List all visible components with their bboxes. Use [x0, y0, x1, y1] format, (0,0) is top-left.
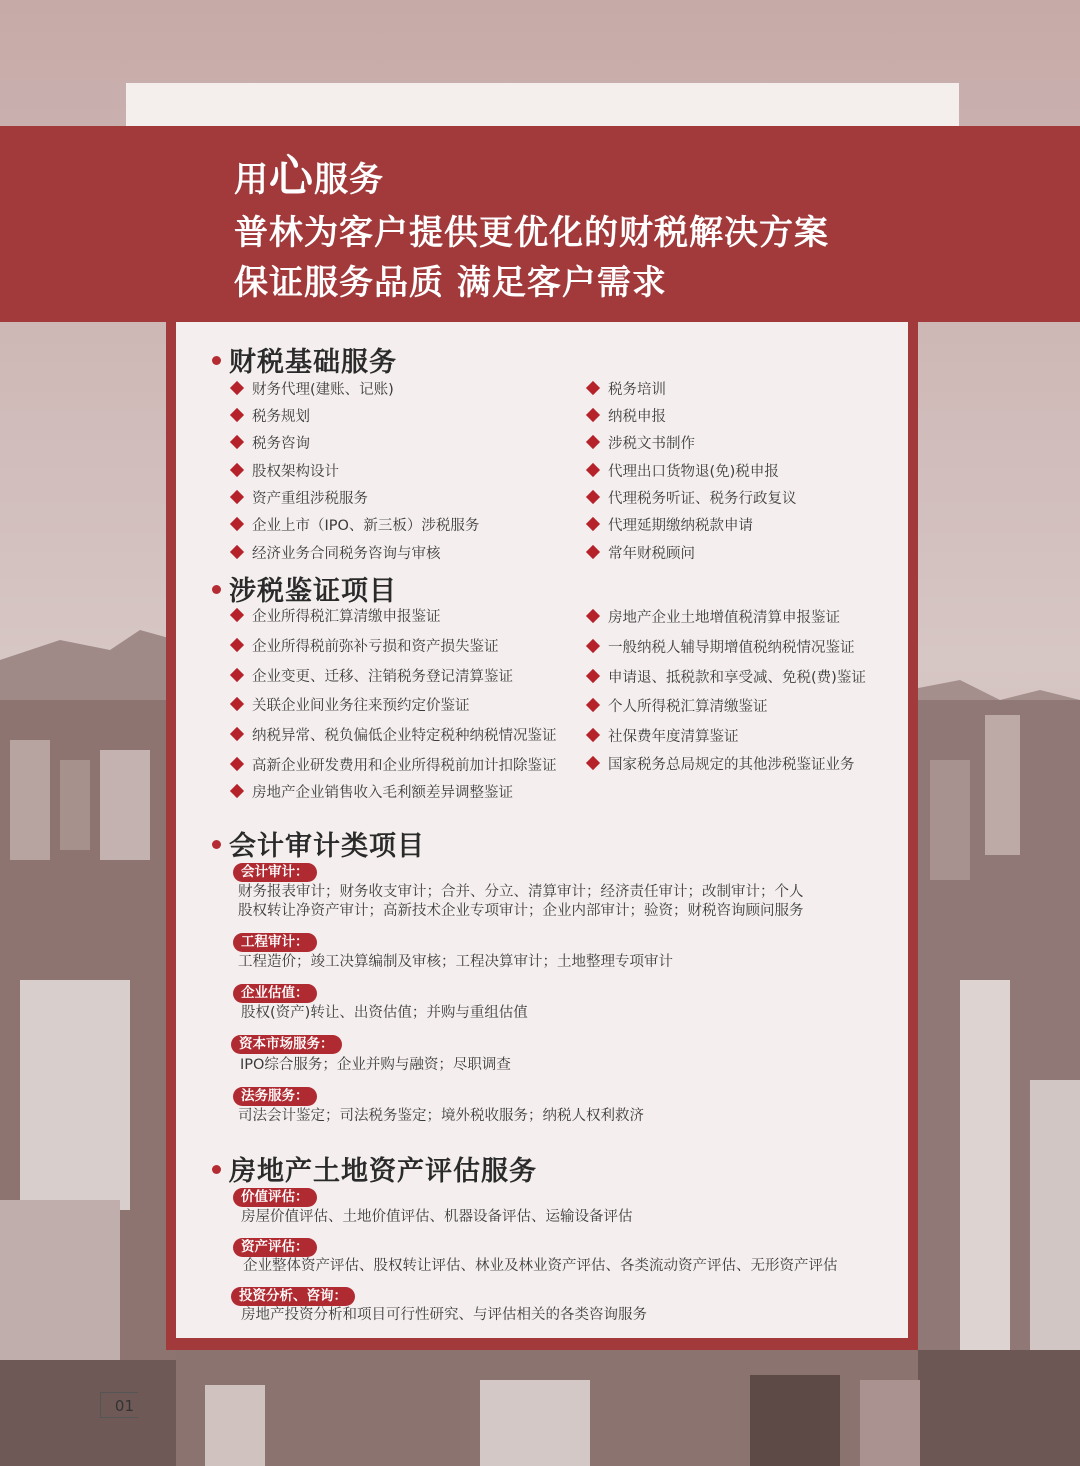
- list-item-text: 纳税申报: [608, 409, 666, 425]
- list-item: [232, 605, 441, 626]
- hero-line-1: [234, 150, 829, 207]
- bullet-dot-icon: [212, 840, 221, 849]
- diamond-bullet-icon: [230, 517, 244, 531]
- list-item: [232, 781, 513, 802]
- diamond-bullet-icon: [586, 609, 600, 623]
- list-item-text: 税务咨询: [252, 436, 310, 452]
- list-item: [588, 695, 768, 716]
- diamond-bullet-icon: [586, 669, 600, 683]
- list-item: [232, 378, 394, 399]
- list-item-text: 税务培训: [608, 382, 666, 398]
- diamond-bullet-icon: [230, 435, 244, 449]
- diamond-bullet-icon: [230, 668, 244, 682]
- list-item-text: 财务代理(建账、记账): [252, 382, 394, 398]
- list-item: [588, 514, 753, 535]
- list-item: [588, 378, 666, 399]
- hero-line-2: 普林为客户提供更优化的财税解决方案: [234, 213, 829, 253]
- desc-line: 股权转让净资产审计；高新技术企业专项审计；企业内部审计；验资；财税咨询顾问服务: [238, 903, 804, 919]
- list-item: [232, 635, 499, 656]
- diamond-bullet-icon: [230, 608, 244, 622]
- list-item: [232, 754, 557, 775]
- diamond-bullet-icon: [586, 728, 600, 742]
- list-item: [232, 487, 368, 508]
- top-white-tab: [126, 83, 959, 131]
- list-item: [588, 487, 797, 508]
- tag-capital-market: 资本市场服务：: [231, 1035, 342, 1054]
- list-item: [232, 542, 441, 563]
- diamond-bullet-icon: [586, 381, 600, 395]
- list-item-text: 经济业务合同税务咨询与审核: [252, 546, 441, 562]
- desc-line: 企业整体资产评估、股权转让评估、林业及林业资产评估、各类流动资产评估、无形资产评估: [243, 1258, 838, 1274]
- list-item-text: 个人所得税汇算清缴鉴证: [608, 699, 768, 715]
- section-title-accounting-audit: [212, 824, 425, 863]
- section-title-tax-basic: [212, 340, 397, 379]
- section-title-text: 会计审计类项目: [229, 831, 425, 862]
- desc-line: 房地产投资分析和项目可行性研究、与评估相关的各类咨询服务: [241, 1307, 647, 1323]
- tag-enterprise-valuation: 企业估值：: [233, 984, 317, 1003]
- desc-line: IPO综合服务；企业并购与融资；尽职调查: [240, 1057, 511, 1073]
- list-item-text: 企业变更、迁移、注销税务登记清算鉴证: [252, 669, 513, 685]
- hero-line-1-heart: 心: [269, 151, 314, 202]
- list-item: [232, 665, 513, 686]
- list-item-text: 企业所得税前弥补亏损和资产损失鉴证: [252, 639, 499, 655]
- diamond-bullet-icon: [230, 408, 244, 422]
- list-item: [588, 405, 666, 426]
- tag-investment-analysis: 投资分析、咨询：: [231, 1287, 355, 1306]
- diamond-bullet-icon: [586, 463, 600, 477]
- diamond-bullet-icon: [230, 757, 244, 771]
- list-item: [232, 432, 310, 453]
- bullet-dot-icon: [212, 356, 221, 365]
- tag-value-appraisal: 价值评估：: [233, 1188, 317, 1207]
- tag-asset-appraisal: 资产评估：: [233, 1238, 317, 1257]
- list-item: [588, 460, 779, 481]
- tag-engineering-audit: 工程审计：: [233, 933, 317, 952]
- list-item: [232, 405, 310, 426]
- hero-line-3: 保证服务品质 满足客户需求: [234, 263, 667, 303]
- diamond-bullet-icon: [230, 784, 244, 798]
- desc-line: 司法会计鉴定；司法税务鉴定；境外税收服务；纳税人权利救济: [238, 1108, 644, 1124]
- diamond-bullet-icon: [230, 490, 244, 504]
- hero-line-1-rest: 服务: [314, 160, 384, 200]
- diamond-bullet-icon: [230, 381, 244, 395]
- list-item: [588, 606, 840, 627]
- list-item-text: 一般纳税人辅导期增值税纳税情况鉴证: [608, 640, 855, 656]
- list-item-text: 房地产企业土地增值税清算申报鉴证: [608, 610, 840, 626]
- list-item: [232, 460, 339, 481]
- diamond-bullet-icon: [230, 463, 244, 477]
- hero-line-1-prefix: 用: [234, 160, 269, 200]
- list-item-text: 企业上市（IPO、新三板）涉税服务: [252, 518, 480, 534]
- list-item: [588, 725, 739, 746]
- diamond-bullet-icon: [230, 697, 244, 711]
- tag-accounting-audit: 会计审计：: [233, 863, 317, 882]
- section-title-tax-assurance: [212, 569, 397, 608]
- section-title-real-estate-valuation: [212, 1149, 537, 1188]
- list-item-text: 代理出口货物退(免)税申报: [608, 464, 779, 480]
- list-item-text: 涉税文书制作: [608, 436, 695, 452]
- diamond-bullet-icon: [586, 756, 600, 770]
- list-item: [232, 724, 557, 745]
- list-item-text: 代理延期缴纳税款申请: [608, 518, 753, 534]
- hero-heading: [234, 150, 829, 307]
- bullet-dot-icon: [212, 585, 221, 594]
- list-item: [588, 666, 866, 687]
- diamond-bullet-icon: [230, 727, 244, 741]
- list-item-text: 纳税异常、税负偏低企业特定税种纳税情况鉴证: [252, 728, 557, 744]
- section-title-text: 财税基础服务: [229, 347, 397, 378]
- desc-line: 财务报表审计；财务收支审计；合并、分立、清算审计；经济责任审计；改制审计；个人: [238, 884, 804, 900]
- list-item: [588, 432, 695, 453]
- diamond-bullet-icon: [586, 698, 600, 712]
- list-item-text: 国家税务总局规定的其他涉税鉴证业务: [608, 757, 855, 773]
- list-item-text: 高新企业研发费用和企业所得税前加计扣除鉴证: [252, 758, 557, 774]
- diamond-bullet-icon: [586, 545, 600, 559]
- list-item-text: 企业所得税汇算清缴申报鉴证: [252, 609, 441, 625]
- desc-line: 股权(资产)转让、出资估值；并购与重组估值: [241, 1005, 528, 1021]
- diamond-bullet-icon: [586, 639, 600, 653]
- list-item: [232, 514, 479, 535]
- diamond-bullet-icon: [586, 435, 600, 449]
- section-title-text: 涉税鉴证项目: [229, 576, 397, 607]
- list-item: [588, 542, 695, 563]
- diamond-bullet-icon: [586, 408, 600, 422]
- list-item-text: 社保费年度清算鉴证: [608, 729, 739, 745]
- diamond-bullet-icon: [230, 638, 244, 652]
- page-number: 01: [100, 1392, 138, 1418]
- diamond-bullet-icon: [230, 545, 244, 559]
- desc-line: 工程造价；竣工决算编制及审核；工程决算审计；土地整理专项审计: [238, 954, 673, 970]
- section-title-text: 房地产土地资产评估服务: [229, 1156, 537, 1187]
- list-item-text: 代理税务听证、税务行政复议: [608, 491, 797, 507]
- desc-line: 房屋价值评估、土地价值评估、机器设备评估、运输设备评估: [241, 1209, 633, 1225]
- diamond-bullet-icon: [586, 517, 600, 531]
- list-item-text: 关联企业间业务往来预约定价鉴证: [252, 698, 470, 714]
- list-item-text: 常年财税顾问: [608, 546, 695, 562]
- bullet-dot-icon: [212, 1165, 221, 1174]
- list-item: [588, 753, 855, 774]
- list-item-text: 税务规划: [252, 409, 310, 425]
- list-item-text: 申请退、抵税款和享受减、免税(费)鉴证: [608, 670, 866, 686]
- list-item-text: 资产重组涉税服务: [252, 491, 368, 507]
- list-item-text: 房地产企业销售收入毛利额差异调整鉴证: [252, 785, 513, 801]
- diamond-bullet-icon: [586, 490, 600, 504]
- list-item: [232, 694, 470, 715]
- list-item-text: 股权架构设计: [252, 464, 339, 480]
- list-item: [588, 636, 855, 657]
- tag-legal-services: 法务服务：: [233, 1087, 317, 1106]
